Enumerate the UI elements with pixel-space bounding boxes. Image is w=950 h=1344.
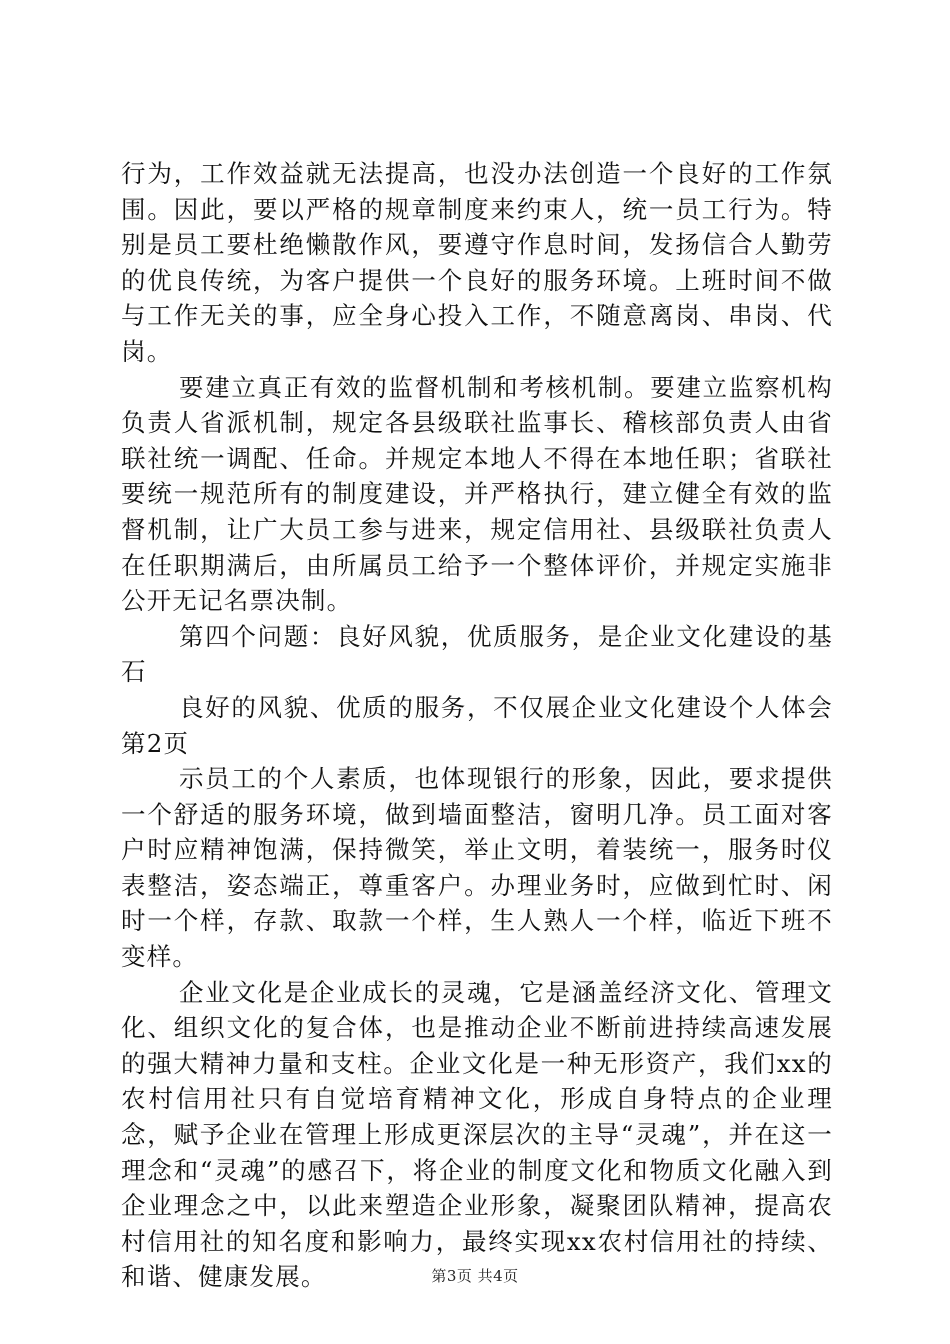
document-body <box>121 156 833 1295</box>
paragraph-service-intro: 良好的风貌、优质的服务，不仅展企业文化建设个人体会第2页 <box>121 692 833 758</box>
paragraph-supervision: 要建立真正有效的监督机制和考核机制。要建立监察机构负责人省派机制，规定各县级联社监事长、稽核部负责人由省联社统一调配、任命。并规定本地人不得在本地任职；省联社要统一规范所有的制度建设，并严格执行，建立健全有效的监督机制，让广大员工参与进来，规定信用社、县级联社负责人在任职期满后，由所属员工给予一个整体评价，并规定实施非公开无记名票决制。 <box>121 372 833 616</box>
page-footer: 第3页 共4页 <box>431 1267 519 1285</box>
paragraph-continuation: 行为，工作效益就无法提高，也没办法创造一个良好的工作氛围。因此，要以严格的规章制度来约束人，统一员工行为。特别是员工要杜绝懒散作风，要遵守作息时间，发扬信合人勤劳的优良传统，为客户提供一个良好的服务环境。上班时间不做与工作无关的事，应全身心投入工作，不随意离岗、串岗、代岗。 <box>121 159 833 366</box>
paragraph-service-details: 示员工的个人素质，也体现银行的形象，因此，要求提供一个舒适的服务环境，做到墙面整洁，窗明几净。员工面对客户时应精神饱满，保持微笑，举止文明，着装统一，服务时仪表整洁，姿态端正，尊重客户。办理业务时，应做到忙时、闲时一个样，存款、取款一个样，生人熟人一个样，临近下班不变样。 <box>121 764 833 972</box>
section-heading-fourth-issue: 第四个问题：良好风貌，优质服务，是企业文化建设的基石 <box>121 621 833 687</box>
paragraph-conclusion: 企业文化是企业成长的灵魂，它是涵盖经济文化、管理文化、组织文化的复合体，也是推动企业不断前进持续高速发展的强大精神力量和支柱。企业文化是一种无形资产，我们xx的农村信用社只有自觉培育精神文化，形成自身特点的企业理念，赋予企业在管理上形成更深层次的主导“灵魂”，并在这一理念和“灵魂”的感召下，将企业的制度文化和物质文化融入到企业理念之中，以此来塑造企业形象，凝聚团队精神，提高农村信用社的知名度和影响力，最终实现xx农村信用社的持续、和谐、健康发展。 <box>121 977 833 1292</box>
